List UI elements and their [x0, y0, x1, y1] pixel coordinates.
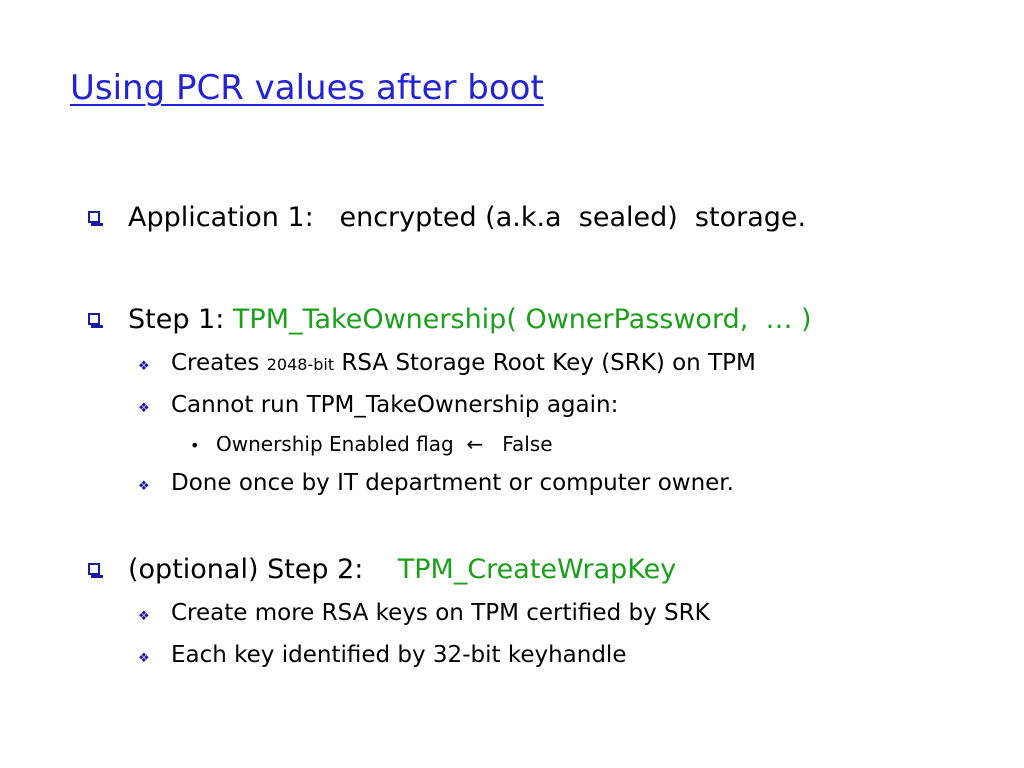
- sub-bullet-text: Cannot run TPM_TakeOwnership again:: [171, 392, 619, 418]
- key-size-text: 2048-bit: [266, 355, 335, 374]
- sub-bullet-keyhandle: [138, 642, 626, 668]
- sub-bullet-done-once: [138, 470, 734, 496]
- sub-bullet-text: Creates: [171, 350, 267, 376]
- sub-bullet-text: RSA Storage Root Key (SRK) on TPM: [334, 350, 756, 376]
- sub-bullet-more-rsa-keys: [138, 600, 710, 626]
- left-arrow-icon: ←: [466, 432, 484, 456]
- hollow-square-bullet-icon: [88, 562, 128, 583]
- sub-bullet-text: Create more RSA keys on TPM certified by SRK: [171, 600, 710, 626]
- bullet-step-2: [88, 554, 676, 585]
- dot-bullet-icon: •: [190, 436, 200, 455]
- hollow-square-bullet-icon: [88, 210, 128, 231]
- four-diamond-bullet-icon: ❖: [138, 479, 150, 494]
- four-diamond-bullet-icon: ❖: [138, 359, 150, 374]
- subsub-bullet-text: Ownership Enabled flag: [216, 432, 467, 456]
- subsub-bullet-ownership-flag: [190, 432, 553, 456]
- bullet-step-1: [88, 304, 812, 335]
- four-diamond-bullet-icon: ❖: [138, 609, 150, 624]
- hollow-square-bullet-icon: [88, 312, 128, 333]
- sub-bullet-creates-srk: [138, 350, 756, 376]
- four-diamond-bullet-icon: ❖: [138, 401, 150, 416]
- bullet-application-1: [88, 202, 806, 233]
- sub-bullet-text: Each key identified by 32-bit keyhandle: [171, 642, 627, 668]
- four-diamond-bullet-icon: ❖: [138, 651, 150, 666]
- bullet-text: Application 1: encrypted (a.k.a sealed) storage.: [128, 202, 807, 233]
- bullet-prefix: (optional) Step 2:: [128, 554, 398, 585]
- subsub-bullet-text: False: [483, 432, 553, 456]
- sub-bullet-text: Done once by IT department or computer owner.: [171, 470, 734, 496]
- command-name: TPM_TakeOwnership( OwnerPassword, … ): [232, 304, 812, 335]
- bullet-prefix: Step 1:: [128, 304, 233, 335]
- command-name: TPM_CreateWrapKey: [397, 554, 677, 585]
- sub-bullet-cannot-run: [138, 392, 618, 418]
- slide-title: Using PCR values after boot: [70, 68, 544, 108]
